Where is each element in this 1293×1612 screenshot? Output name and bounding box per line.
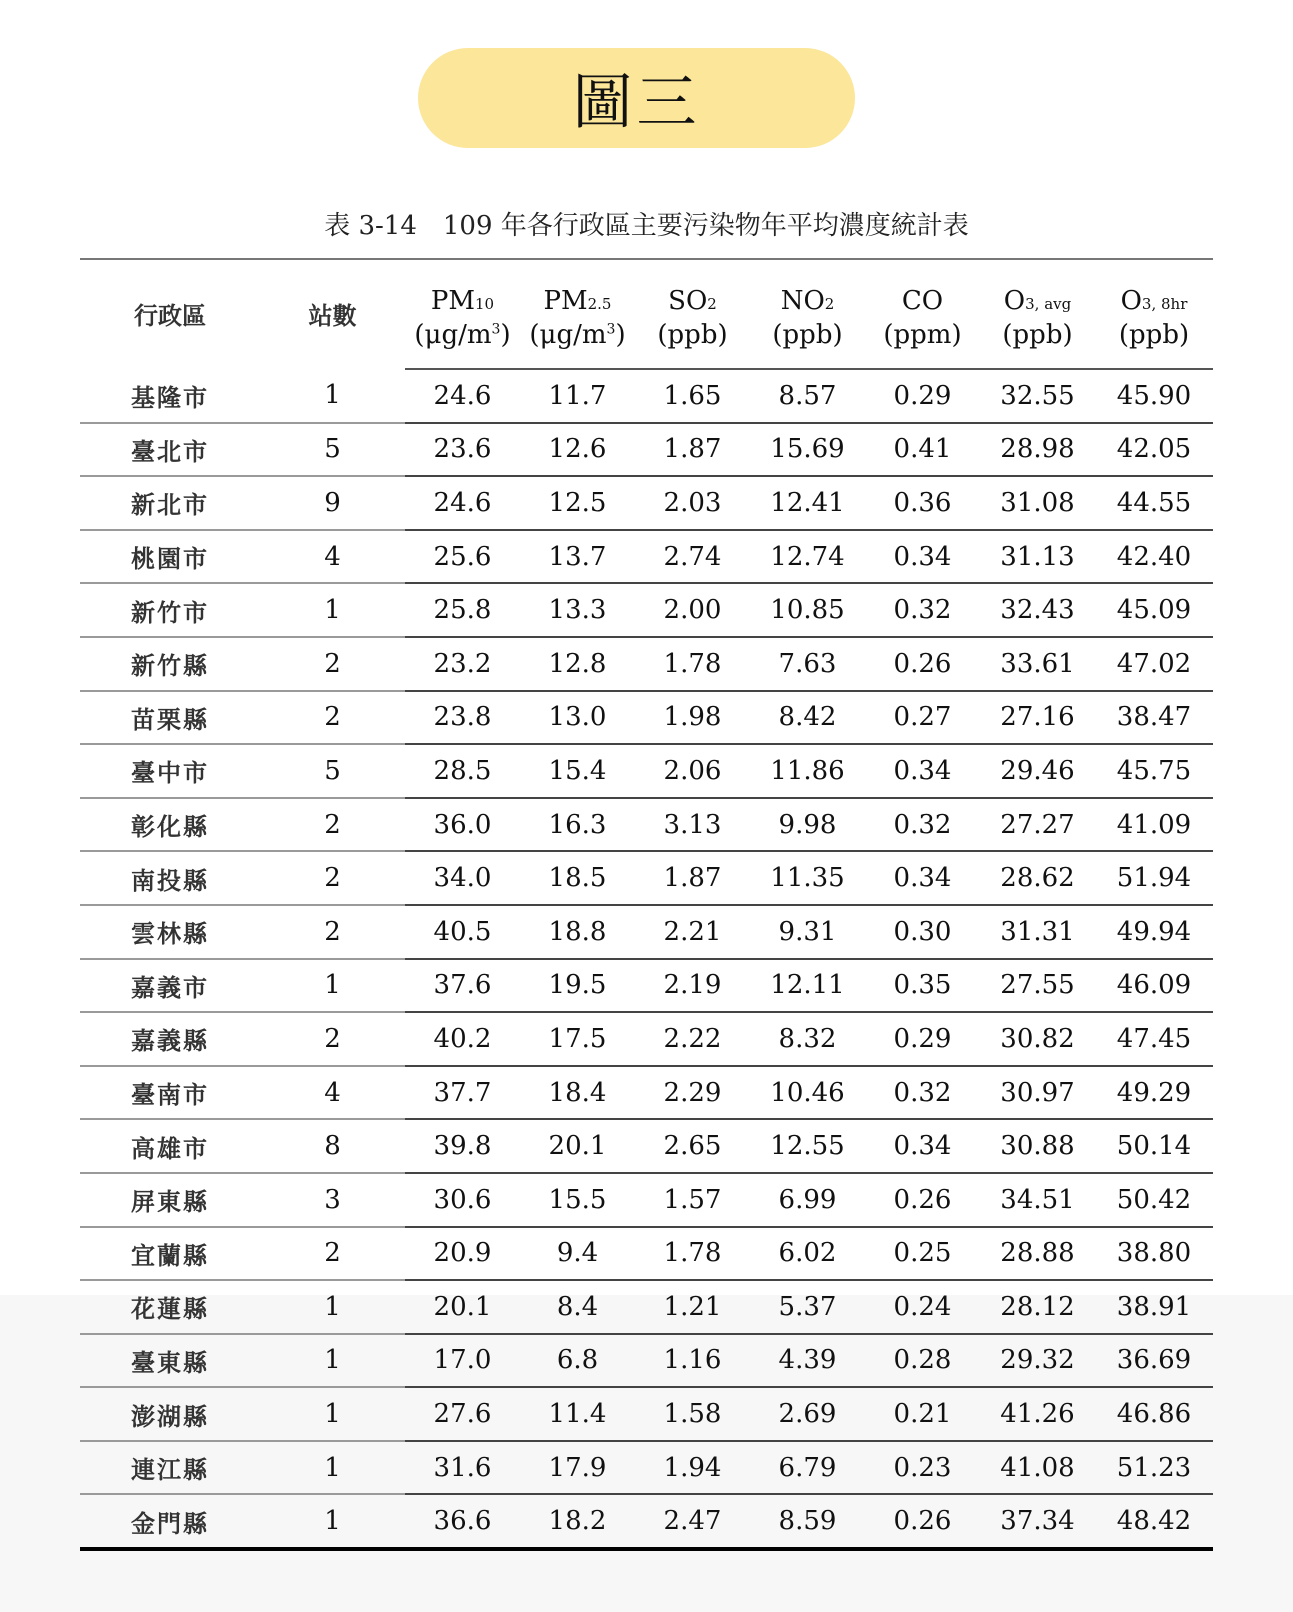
unit-pm25-post: )	[615, 320, 626, 350]
cell-o38hr: 38.47	[1095, 691, 1213, 745]
unit-pm10-sup: 3	[491, 321, 501, 338]
cell-o38hr: 50.14	[1095, 1119, 1213, 1173]
cell-so2: 2.29	[635, 1066, 750, 1120]
header-row-names	[80, 259, 1213, 318]
cell-region: 彰化縣	[80, 798, 260, 852]
cell-no2: 4.39	[750, 1334, 865, 1388]
cell-region: 新竹市	[80, 583, 260, 637]
unit-pm10	[405, 318, 520, 369]
cell-region: 澎湖縣	[80, 1387, 260, 1441]
header-o3avg-sub: 3, avg	[1025, 295, 1072, 313]
cell-co: 0.27	[865, 691, 980, 745]
table-row	[80, 1334, 1213, 1388]
header-pm10-sub: 10	[475, 295, 495, 313]
cell-o3avg: 41.26	[980, 1387, 1095, 1441]
cell-pm10: 24.6	[405, 369, 520, 423]
cell-region: 連江縣	[80, 1441, 260, 1495]
unit-pm10-pre: (μg/m	[414, 320, 492, 350]
header-o38hr-sub: 3, 8hr	[1141, 295, 1188, 313]
table-row	[80, 637, 1213, 691]
cell-stations: 5	[260, 744, 405, 798]
cell-o3avg: 34.51	[980, 1173, 1095, 1227]
unit-so2: (ppb)	[635, 318, 750, 369]
header-stations: 站數	[308, 301, 357, 330]
cell-co: 0.34	[865, 744, 980, 798]
cell-o38hr: 45.75	[1095, 744, 1213, 798]
cell-no2: 11.35	[750, 851, 865, 905]
cell-so2: 2.06	[635, 744, 750, 798]
cell-region: 基隆市	[80, 369, 260, 423]
table-row	[80, 369, 1213, 423]
cell-so2: 1.98	[635, 691, 750, 745]
cell-so2: 1.87	[635, 851, 750, 905]
cell-pm10: 20.9	[405, 1227, 520, 1281]
cell-pm10: 17.0	[405, 1334, 520, 1388]
header-pm25-sub: 2.5	[587, 295, 612, 313]
cell-region: 桃園市	[80, 530, 260, 584]
header-co-name: CO	[901, 286, 944, 316]
cell-stations: 1	[260, 1334, 405, 1388]
header-no2	[750, 259, 865, 318]
cell-pm25: 11.4	[520, 1387, 635, 1441]
cell-co: 0.41	[865, 423, 980, 477]
cell-so2: 1.94	[635, 1441, 750, 1495]
unit-o3avg: (ppb)	[980, 318, 1095, 369]
cell-pm25: 18.8	[520, 905, 635, 959]
cell-o38hr: 48.42	[1095, 1494, 1213, 1549]
cell-o38hr: 46.09	[1095, 959, 1213, 1013]
cell-o38hr: 42.05	[1095, 423, 1213, 477]
cell-pm10: 40.5	[405, 905, 520, 959]
cell-stations: 3	[260, 1173, 405, 1227]
cell-pm25: 18.4	[520, 1066, 635, 1120]
cell-co: 0.34	[865, 1119, 980, 1173]
cell-region: 新竹縣	[80, 637, 260, 691]
cell-stations: 4	[260, 1066, 405, 1120]
table-row	[80, 476, 1213, 530]
cell-o3avg: 30.82	[980, 1012, 1095, 1066]
cell-co: 0.32	[865, 798, 980, 852]
cell-co: 0.32	[865, 1066, 980, 1120]
table-row	[80, 1119, 1213, 1173]
cell-region: 金門縣	[80, 1494, 260, 1549]
cell-region: 屏東縣	[80, 1173, 260, 1227]
unit-o38hr: (ppb)	[1095, 318, 1213, 369]
cell-region: 新北市	[80, 476, 260, 530]
cell-so2: 2.21	[635, 905, 750, 959]
table-header	[80, 259, 1213, 369]
cell-region: 高雄市	[80, 1119, 260, 1173]
cell-o38hr: 47.45	[1095, 1012, 1213, 1066]
cell-so2: 1.58	[635, 1387, 750, 1441]
cell-region: 南投縣	[80, 851, 260, 905]
cell-stations: 2	[260, 691, 405, 745]
cell-so2: 2.47	[635, 1494, 750, 1549]
table-row	[80, 1387, 1213, 1441]
cell-o3avg: 29.46	[980, 744, 1095, 798]
cell-o38hr: 49.29	[1095, 1066, 1213, 1120]
cell-o38hr: 51.23	[1095, 1441, 1213, 1495]
cell-no2: 6.99	[750, 1173, 865, 1227]
cell-o3avg: 27.16	[980, 691, 1095, 745]
cell-no2: 12.74	[750, 530, 865, 584]
cell-o3avg: 30.88	[980, 1119, 1095, 1173]
cell-pm10: 23.6	[405, 423, 520, 477]
figure-badge	[418, 48, 855, 148]
cell-pm25: 17.5	[520, 1012, 635, 1066]
cell-pm25: 8.4	[520, 1280, 635, 1334]
cell-region: 苗栗縣	[80, 691, 260, 745]
cell-pm10: 24.6	[405, 476, 520, 530]
table-row	[80, 851, 1213, 905]
cell-o38hr: 38.91	[1095, 1280, 1213, 1334]
cell-o3avg: 28.88	[980, 1227, 1095, 1281]
unit-pm25	[520, 318, 635, 369]
cell-pm10: 37.6	[405, 959, 520, 1013]
cell-no2: 6.79	[750, 1441, 865, 1495]
cell-no2: 8.32	[750, 1012, 865, 1066]
cell-co: 0.36	[865, 476, 980, 530]
cell-co: 0.28	[865, 1334, 980, 1388]
table-row	[80, 1494, 1213, 1549]
cell-no2: 8.59	[750, 1494, 865, 1549]
cell-pm25: 19.5	[520, 959, 635, 1013]
cell-pm10: 40.2	[405, 1012, 520, 1066]
cell-pm25: 12.8	[520, 637, 635, 691]
cell-pm10: 31.6	[405, 1441, 520, 1495]
cell-o38hr: 45.90	[1095, 369, 1213, 423]
cell-co: 0.26	[865, 637, 980, 691]
cell-so2: 1.78	[635, 1227, 750, 1281]
header-no2-sub: 2	[824, 295, 835, 313]
cell-so2: 1.16	[635, 1334, 750, 1388]
cell-no2: 7.63	[750, 637, 865, 691]
cell-so2: 1.78	[635, 637, 750, 691]
cell-co: 0.29	[865, 1012, 980, 1066]
cell-o3avg: 29.32	[980, 1334, 1095, 1388]
table-row	[80, 1441, 1213, 1495]
cell-stations: 1	[260, 369, 405, 423]
header-pm25	[520, 259, 635, 318]
cell-o38hr: 36.69	[1095, 1334, 1213, 1388]
cell-o3avg: 37.34	[980, 1494, 1095, 1549]
cell-so2: 2.00	[635, 583, 750, 637]
cell-pm10: 37.7	[405, 1066, 520, 1120]
table-row	[80, 1173, 1213, 1227]
cell-co: 0.21	[865, 1387, 980, 1441]
cell-co: 0.25	[865, 1227, 980, 1281]
cell-no2: 12.41	[750, 476, 865, 530]
cell-pm10: 39.8	[405, 1119, 520, 1173]
cell-o3avg: 31.31	[980, 905, 1095, 959]
cell-o3avg: 32.55	[980, 369, 1095, 423]
cell-pm25: 18.2	[520, 1494, 635, 1549]
cell-pm25: 12.5	[520, 476, 635, 530]
header-no2-name: NO	[780, 286, 825, 316]
cell-o38hr: 38.80	[1095, 1227, 1213, 1281]
cell-no2: 15.69	[750, 423, 865, 477]
header-o38hr-name: O	[1120, 286, 1142, 316]
table-row	[80, 798, 1213, 852]
cell-stations: 8	[260, 1119, 405, 1173]
cell-pm25: 15.5	[520, 1173, 635, 1227]
cell-co: 0.34	[865, 530, 980, 584]
table-caption: 表 3-14 109 年各行政區主要污染物年平均濃度統計表	[324, 211, 969, 241]
cell-stations: 4	[260, 530, 405, 584]
cell-o3avg: 31.13	[980, 530, 1095, 584]
cell-co: 0.34	[865, 851, 980, 905]
cell-o3avg: 28.62	[980, 851, 1095, 905]
table-body	[80, 369, 1213, 1549]
header-o3avg	[980, 259, 1095, 318]
cell-pm25: 18.5	[520, 851, 635, 905]
cell-region: 雲林縣	[80, 905, 260, 959]
table-row	[80, 691, 1213, 745]
header-so2-sub: 2	[707, 295, 717, 313]
cell-pm10: 25.6	[405, 530, 520, 584]
table-row	[80, 1012, 1213, 1066]
cell-stations: 2	[260, 851, 405, 905]
cell-pm10: 20.1	[405, 1280, 520, 1334]
header-pm25-name: PM	[543, 286, 588, 316]
cell-o3avg: 31.08	[980, 476, 1095, 530]
cell-co: 0.24	[865, 1280, 980, 1334]
table-row	[80, 583, 1213, 637]
cell-pm10: 25.8	[405, 583, 520, 637]
cell-o38hr: 50.42	[1095, 1173, 1213, 1227]
cell-o38hr: 47.02	[1095, 637, 1213, 691]
header-region: 行政區	[134, 301, 206, 330]
cell-o38hr: 42.40	[1095, 530, 1213, 584]
header-pm10	[405, 259, 520, 318]
cell-so2: 2.65	[635, 1119, 750, 1173]
header-o3avg-name: O	[1003, 286, 1026, 316]
cell-region: 花蓮縣	[80, 1280, 260, 1334]
cell-no2: 5.37	[750, 1280, 865, 1334]
pollutant-table	[80, 258, 1213, 1551]
unit-pm10-post: )	[500, 320, 511, 350]
header-co	[865, 259, 980, 318]
cell-so2: 2.03	[635, 476, 750, 530]
table-row	[80, 905, 1213, 959]
cell-o3avg: 33.61	[980, 637, 1095, 691]
cell-co: 0.32	[865, 583, 980, 637]
cell-pm25: 13.0	[520, 691, 635, 745]
table-row	[80, 423, 1213, 477]
cell-pm25: 9.4	[520, 1227, 635, 1281]
table-row	[80, 1280, 1213, 1334]
cell-co: 0.26	[865, 1494, 980, 1549]
cell-stations: 2	[260, 1012, 405, 1066]
cell-stations: 2	[260, 798, 405, 852]
cell-pm10: 30.6	[405, 1173, 520, 1227]
cell-o38hr: 49.94	[1095, 905, 1213, 959]
cell-pm25: 11.7	[520, 369, 635, 423]
cell-no2: 9.98	[750, 798, 865, 852]
cell-co: 0.30	[865, 905, 980, 959]
table-row	[80, 1227, 1213, 1281]
cell-o38hr: 44.55	[1095, 476, 1213, 530]
cell-o3avg: 41.08	[980, 1441, 1095, 1495]
header-so2-name: SO	[668, 286, 708, 316]
cell-o38hr: 45.09	[1095, 583, 1213, 637]
cell-pm25: 13.7	[520, 530, 635, 584]
cell-co: 0.29	[865, 369, 980, 423]
cell-pm10: 23.2	[405, 637, 520, 691]
cell-so2: 2.22	[635, 1012, 750, 1066]
cell-pm25: 13.3	[520, 583, 635, 637]
table-row	[80, 744, 1213, 798]
cell-pm10: 27.6	[405, 1387, 520, 1441]
cell-no2: 8.42	[750, 691, 865, 745]
cell-stations: 1	[260, 1494, 405, 1549]
cell-stations: 1	[260, 583, 405, 637]
cell-o3avg: 27.55	[980, 959, 1095, 1013]
cell-pm25: 17.9	[520, 1441, 635, 1495]
cell-pm10: 23.8	[405, 691, 520, 745]
cell-stations: 9	[260, 476, 405, 530]
unit-pm25-sup: 3	[606, 321, 616, 338]
table-row	[80, 1066, 1213, 1120]
cell-no2: 10.46	[750, 1066, 865, 1120]
cell-stations: 2	[260, 1227, 405, 1281]
cell-region: 臺東縣	[80, 1334, 260, 1388]
cell-region: 臺南市	[80, 1066, 260, 1120]
cell-o3avg: 27.27	[980, 798, 1095, 852]
cell-pm10: 36.6	[405, 1494, 520, 1549]
cell-no2: 6.02	[750, 1227, 865, 1281]
cell-region: 嘉義縣	[80, 1012, 260, 1066]
cell-o38hr: 46.86	[1095, 1387, 1213, 1441]
unit-no2: (ppb)	[750, 318, 865, 369]
cell-o3avg: 30.97	[980, 1066, 1095, 1120]
cell-o3avg: 28.98	[980, 423, 1095, 477]
cell-o38hr: 51.94	[1095, 851, 1213, 905]
cell-stations: 5	[260, 423, 405, 477]
cell-so2: 2.19	[635, 959, 750, 1013]
cell-pm25: 6.8	[520, 1334, 635, 1388]
cell-pm10: 28.5	[405, 744, 520, 798]
cell-stations: 2	[260, 637, 405, 691]
cell-pm25: 20.1	[520, 1119, 635, 1173]
cell-stations: 1	[260, 1387, 405, 1441]
cell-co: 0.23	[865, 1441, 980, 1495]
cell-region: 宜蘭縣	[80, 1227, 260, 1281]
cell-so2: 3.13	[635, 798, 750, 852]
cell-pm10: 36.0	[405, 798, 520, 852]
cell-co: 0.26	[865, 1173, 980, 1227]
cell-pm25: 12.6	[520, 423, 635, 477]
cell-so2: 1.21	[635, 1280, 750, 1334]
cell-no2: 10.85	[750, 583, 865, 637]
cell-region: 臺中市	[80, 744, 260, 798]
cell-so2: 2.74	[635, 530, 750, 584]
cell-no2: 12.11	[750, 959, 865, 1013]
cell-region: 嘉義市	[80, 959, 260, 1013]
cell-pm25: 16.3	[520, 798, 635, 852]
cell-o3avg: 28.12	[980, 1280, 1095, 1334]
header-pm10-name: PM	[430, 286, 476, 316]
cell-so2: 1.87	[635, 423, 750, 477]
cell-stations: 1	[260, 1280, 405, 1334]
cell-stations: 1	[260, 1441, 405, 1495]
cell-no2: 2.69	[750, 1387, 865, 1441]
cell-no2: 12.55	[750, 1119, 865, 1173]
cell-so2: 1.57	[635, 1173, 750, 1227]
cell-no2: 11.86	[750, 744, 865, 798]
unit-pm25-pre: (μg/m	[529, 320, 607, 350]
cell-no2: 9.31	[750, 905, 865, 959]
cell-o38hr: 41.09	[1095, 798, 1213, 852]
table-row	[80, 530, 1213, 584]
cell-co: 0.35	[865, 959, 980, 1013]
cell-pm25: 15.4	[520, 744, 635, 798]
header-so2	[635, 259, 750, 318]
unit-co: (ppm)	[865, 318, 980, 369]
cell-stations: 1	[260, 959, 405, 1013]
cell-no2: 8.57	[750, 369, 865, 423]
cell-stations: 2	[260, 905, 405, 959]
cell-so2: 1.65	[635, 369, 750, 423]
cell-region: 臺北市	[80, 423, 260, 477]
cell-pm10: 34.0	[405, 851, 520, 905]
header-o38hr	[1095, 259, 1213, 318]
table-row	[80, 959, 1213, 1013]
cell-o3avg: 32.43	[980, 583, 1095, 637]
figure-badge-label: 圖三	[572, 68, 701, 138]
